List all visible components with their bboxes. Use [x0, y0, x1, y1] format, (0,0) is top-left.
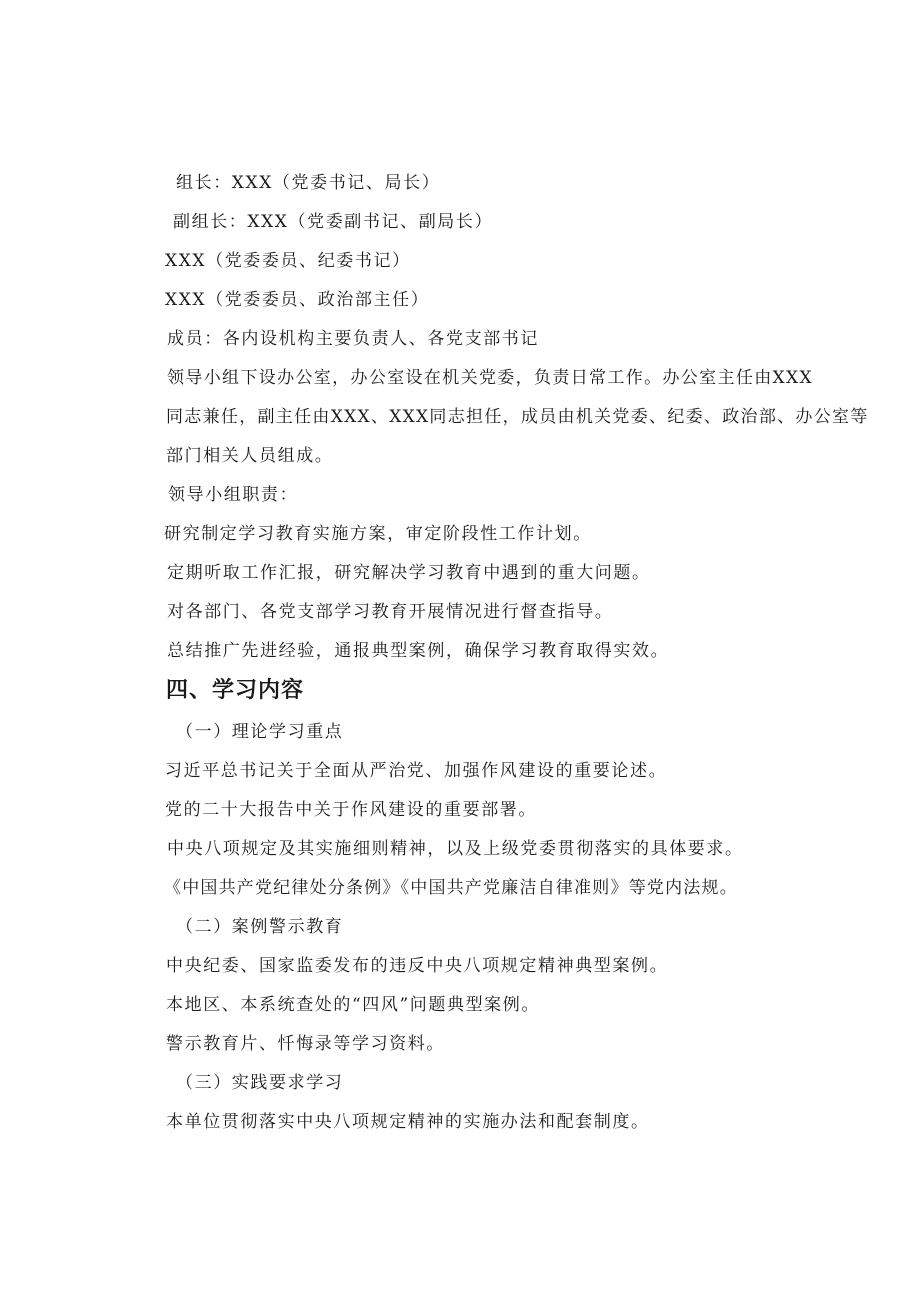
duty-item: 定期听取工作汇报，研究解决学习教育中遇到的重大问题。: [167, 563, 651, 583]
duties-title: 领导小组职责：: [168, 485, 299, 505]
subsection-title: （一）理论学习重点: [176, 722, 344, 742]
duty-item: 研究制定学习教育实施方案，审定阶段性工作计划。: [164, 524, 592, 544]
content-item: 本单位贯彻落实中央八项规定精神的实施办法和配套制度。: [166, 1112, 650, 1132]
content-item: 《中国共产党纪律处分条例》《中国共产党廉洁自律准则》等党内法规。: [164, 878, 738, 898]
content-item: 本地区、本系统查处的“四风”问题典型案例。: [166, 995, 540, 1015]
duty-item: 总结推广先进经验，通报典型案例，确保学习教育取得实效。: [167, 641, 670, 661]
section-heading: 四、学习内容: [166, 678, 305, 703]
content-item: 中央纪委、国家监委发布的违反中央八项规定精神典型案例。: [166, 956, 669, 976]
members-line: 成员：各内设机构主要负责人、各党支部书记: [167, 329, 539, 349]
content-item: 党的二十大报告中关于作风建设的重要部署。: [165, 800, 537, 820]
deputy-leader-line: 副组长：XXX（党委副书记、副局长）: [173, 212, 494, 232]
deputy-member-line: XXX（党委委员、纪委书记）: [165, 251, 411, 271]
content-item: 中央八项规定及其实施细则精神，以及上级党委贯彻落实的具体要求。: [167, 839, 744, 859]
content-item: 习近平总书记关于全面从严治党、加强作风建设的重要论述。: [165, 761, 668, 781]
office-paragraph-line: 领导小组下设办公室，办公室设在机关党委，负责日常工作。办公室主任由XXX: [167, 368, 813, 388]
office-paragraph-line: 部门相关人员组成。: [166, 446, 334, 466]
subsection-title: （三）实践要求学习: [176, 1073, 344, 1093]
office-paragraph-line: 同志兼任，副主任由XXX、XXX同志担任，成员由机关党委、纪委、政治部、办公室等: [166, 407, 869, 427]
leader-line: 组长：XXX（党委书记、局长）: [176, 173, 441, 193]
subsection-title: （二）案例警示教育: [176, 917, 344, 937]
content-item: 警示教育片、忏悔录等学习资料。: [166, 1034, 445, 1054]
deputy-member-line: XXX（党委委员、政治部主任）: [165, 290, 430, 310]
duty-item: 对各部门、各党支部学习教育开展情况进行督查指导。: [167, 602, 614, 622]
